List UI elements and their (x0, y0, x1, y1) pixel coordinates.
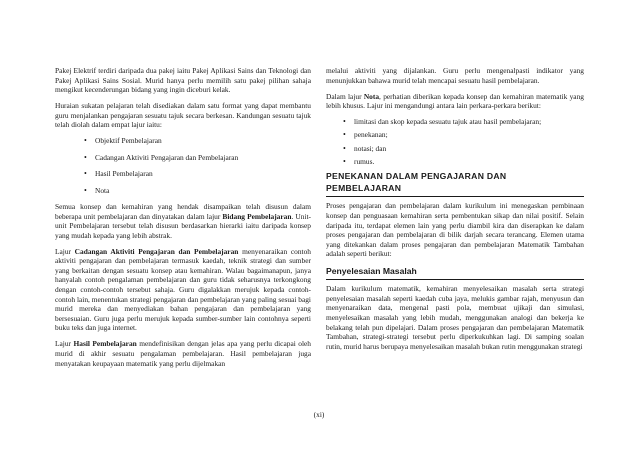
column-list (55, 136, 311, 195)
paragraph-bidang (55, 202, 311, 240)
list-item: • limitasi dan skop kepada sesuatu tajuk atau hasil pembelajaran; (340, 117, 584, 127)
list-item: • Nota (81, 186, 311, 196)
list-item: • notasi; dan (340, 144, 584, 154)
paragraph-proses: Proses pengajaran dan pembelajaran dalam kurikulum ini menegaskan pembinaan konsep dan penguasaan kemahiran serta pembentukan sikap dan nilai positif. Selain daripada itu, terdapat elemen lain yang perlu diambil kira dan diserapkan ke dalam proses pengajaran dan pembelajaran di bilik darjah secara terancang. Elemen utama yang ditekankan dalam proses pengajaran dan pembelajaran Matematik Tambahan adalah seperti berikut: (326, 201, 584, 259)
subsection-heading: Penyelesaian Masalah (326, 265, 584, 280)
bold-term: Cadangan Aktiviti Pengajaran dan Pembelajaran (74, 246, 239, 256)
list-item: • rumus. (340, 157, 584, 167)
paragraph-nota (326, 92, 584, 111)
paragraph-cadangan (55, 247, 311, 333)
text-run: Lajur (55, 339, 74, 349)
text-run: Lajur (55, 246, 75, 256)
bold-term: Bidang Pembelajaran (222, 211, 292, 221)
list-item: • Hasil Pembelajaran (81, 169, 311, 179)
text-run: Semua konsep dan kemahiran yang hendak disampaikan telah disusun dalam beberapa unit pembelajaran dan dinyatakan dalam lajur (55, 201, 311, 221)
bold-term: Hasil Pembelajaran (73, 339, 137, 349)
paragraph-melalui: melalui aktiviti yang dijalankan. Guru perlu mengenalpasti indikator yang menunjukkan bahawa murid telah mencapai sesuatu hasil pembelajaran. (326, 66, 584, 85)
right-column (326, 66, 584, 358)
text-run: menyenaraikan contoh aktiviti pengajaran dan pembelajaran termasuk kaedah, teknik strategi dan sumber yang berkaitan dengan sesuatu konsep atau kemahiran. Walau bagaimanapun, janya hanyalah contoh pengalaman pembelajaran dan guru tidak seharusnya terkongkong dengan contoh-contoh tersebut sahaja. Guru digalakkan merujuk kepada contoh-contoh lain, menentukan strategi pengajaran dan pembelajaran yang paling sesuai bagi murid mereka dan menyediakan bahan pengajaran dan pembelajaran yang bersesuaian. Guru juga perlu merujuk kepada sumber-sumber lain contohnya seperti buku teks dan juga internet. (55, 246, 311, 333)
list-item: • penekanan; (340, 130, 584, 140)
column-list (326, 117, 584, 166)
paragraph-penyelesaian: Dalam kurikulum matematik, kemahiran menyelesaikan masalah serta strategi penyelesaian masalah seperti kaedah cuba jaya, melukis gambar rajah, menyusun dan menyenaraikan data, mengenal pasti pola, membuat ujikaji dan simulasi, menyelesaikan masalah yang lebih mudah, menggunakan analogi dan bekerja ke belakang telah pun dipelajari. Dalam proses pengajaran dan pembelajaran Matematik Tambahan, strategi-strategi tersebut perlu diperkukuhkan lagi. Di samping soalan rutin, murid harus berupaya menyelesaikan masalah bukan rutin menggunakan strategi (326, 284, 584, 351)
section-heading: PENEKANAN DALAM PENGAJARAN DAN PEMBELAJARAN (326, 170, 584, 197)
paragraph-huraian: Huraian sukatan pelajaran telah disediakan dalam satu format yang dapat membantu guru menjalankan pengajaran sesuatu tajuk secara berkesan. Kandungan sesuatu tajuk telah diolah dalam empat lajur iaitu: (55, 101, 311, 130)
text-run: Dalam lajur (326, 91, 364, 101)
page-number: (xi) (313, 410, 325, 419)
paragraph-hasil (55, 339, 311, 368)
left-column (55, 66, 311, 375)
text-run: mendefinisikan dengan jelas apa yang perlu dicapai oleh murid di akhir sesuatu pengalaman pembelajaran. Hasil pembelajaran juga menyatakan keupayaan matematik yang perlu dijelmakan (55, 339, 311, 368)
list-item: • Cadangan Aktiviti Pengajaran dan Pembelajaran (81, 153, 311, 163)
list-item: • Objektif Pembelajaran (81, 136, 311, 146)
text-run: , perhatian diberikan kepada konsep dan kemahiran matematik yang lebih khusus. Lajur ini mengandungi antara lain perkara-perkara berikut: (326, 91, 584, 111)
text-run: . Unit-unit Pembelajaran tersebut telah disusun berdasarkan hierarki iaitu daripada konsep yang mudah kepada yang lebih abstrak. (55, 211, 312, 240)
bold-term: Nota (363, 91, 380, 101)
paragraph-pakej-elektif: Pakej Elektrif terdiri daripada dua pakej iaitu Pakej Aplikasi Sains dan Teknologi dan Pakej Aplikasi Sains Sosial. Murid hanya perlu memilih satu pakej pilihan sahaja mengikut kecenderungan bidang yang ingin diceburi kelak. (55, 66, 311, 95)
